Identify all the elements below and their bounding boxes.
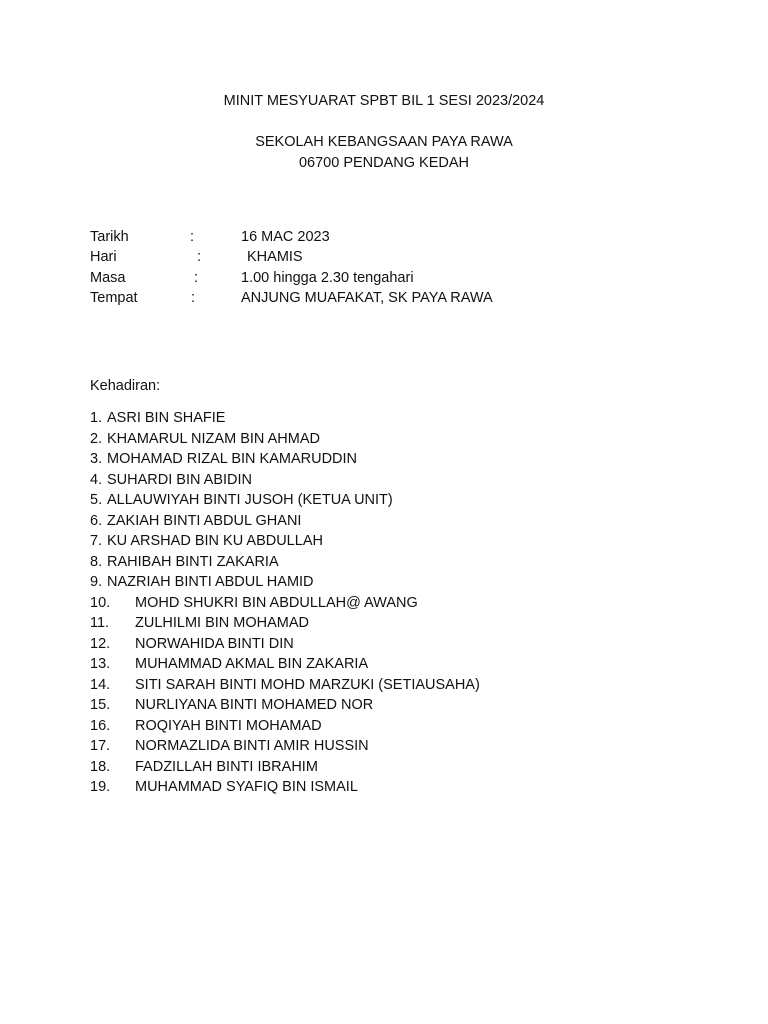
info-label: Tarikh — [90, 229, 129, 245]
document-title: MINIT MESYUARAT SPBT BIL 1 SESI 2023/2024 — [223, 93, 545, 109]
member-name: ALLAUWIYAH BINTI JUSOH (KETUA UNIT) — [107, 492, 393, 508]
info-label: Tempat — [90, 290, 138, 306]
item-number: 13. — [90, 656, 111, 672]
info-label: Masa — [90, 270, 126, 286]
member-name: NURLIYANA BINTI MOHAMED NOR — [135, 697, 374, 713]
info-value: 1.00 hingga 2.30 tengahari — [241, 270, 414, 286]
item-number: 14. — [90, 676, 111, 693]
member-name: MUHAMMAD SYAFIQ BIN ISMAIL — [135, 779, 358, 795]
info-separator: : — [191, 290, 196, 306]
member-name: SITI SARAH BINTI MOHD MARZUKI (SETIAUSAHA) — [135, 676, 480, 693]
member-name: NORMAZLIDA BINTI AMIR HUSSIN — [135, 738, 369, 754]
item-number: 3. — [90, 451, 103, 467]
member-name: RAHIBAH BINTI ZAKARIA — [107, 553, 279, 570]
item-number: 18. — [90, 758, 111, 775]
member-name: NAZRIAH BINTI ABDUL HAMID — [107, 574, 314, 590]
member-name: ZAKIAH BINTI ABDUL GHANI — [107, 512, 302, 529]
info-separator: : — [190, 229, 195, 245]
member-name: KHAMARUL NIZAM BIN AHMAD — [107, 430, 320, 447]
school-address: 06700 PENDANG KEDAH — [298, 155, 470, 171]
item-number: 19. — [90, 779, 111, 795]
item-number: 17. — [90, 738, 111, 754]
info-label: Hari — [90, 249, 117, 265]
member-name: MOHD SHUKRI BIN ABDULLAH@ AWANG — [135, 594, 418, 611]
item-number: 5. — [90, 492, 103, 508]
attendance-heading: Kehadiran: — [90, 378, 161, 394]
member-name: SUHARDI BIN ABIDIN — [107, 471, 253, 488]
info-value: 16 MAC 2023 — [241, 229, 330, 245]
info-separator: : — [194, 270, 199, 286]
info-value: KHAMIS — [247, 249, 303, 265]
info-value: ANJUNG MUAFAKAT, SK PAYA RAWA — [241, 290, 493, 306]
item-number: 16. — [90, 717, 111, 734]
item-number: 12. — [90, 635, 111, 652]
member-name: NORWAHIDA BINTI DIN — [135, 635, 294, 652]
member-name: KU ARSHAD BIN KU ABDULLAH — [107, 533, 323, 549]
item-number: 10. — [90, 594, 111, 611]
item-number: 6. — [90, 512, 103, 529]
member-name: ASRI BIN SHAFIE — [107, 410, 226, 426]
school-name: SEKOLAH KEBANGSAAN PAYA RAWA — [255, 134, 513, 150]
member-name: ROQIYAH BINTI MOHAMAD — [135, 717, 322, 734]
item-number: 7. — [90, 533, 103, 549]
member-name: MUHAMMAD AKMAL BIN ZAKARIA — [135, 656, 369, 672]
member-name: ZULHILMI BIN MOHAMAD — [135, 615, 310, 631]
item-number: 8. — [90, 553, 103, 570]
info-separator: : — [197, 249, 202, 265]
item-number: 2. — [90, 430, 103, 447]
item-number: 1. — [90, 410, 103, 426]
member-name: FADZILLAH BINTI IBRAHIM — [135, 758, 318, 775]
member-name: MOHAMAD RIZAL BIN KAMARUDDIN — [107, 451, 358, 467]
item-number: 9. — [90, 574, 103, 590]
item-number: 15. — [90, 697, 111, 713]
item-number: 4. — [90, 471, 103, 488]
item-number: 11. — [90, 615, 110, 631]
